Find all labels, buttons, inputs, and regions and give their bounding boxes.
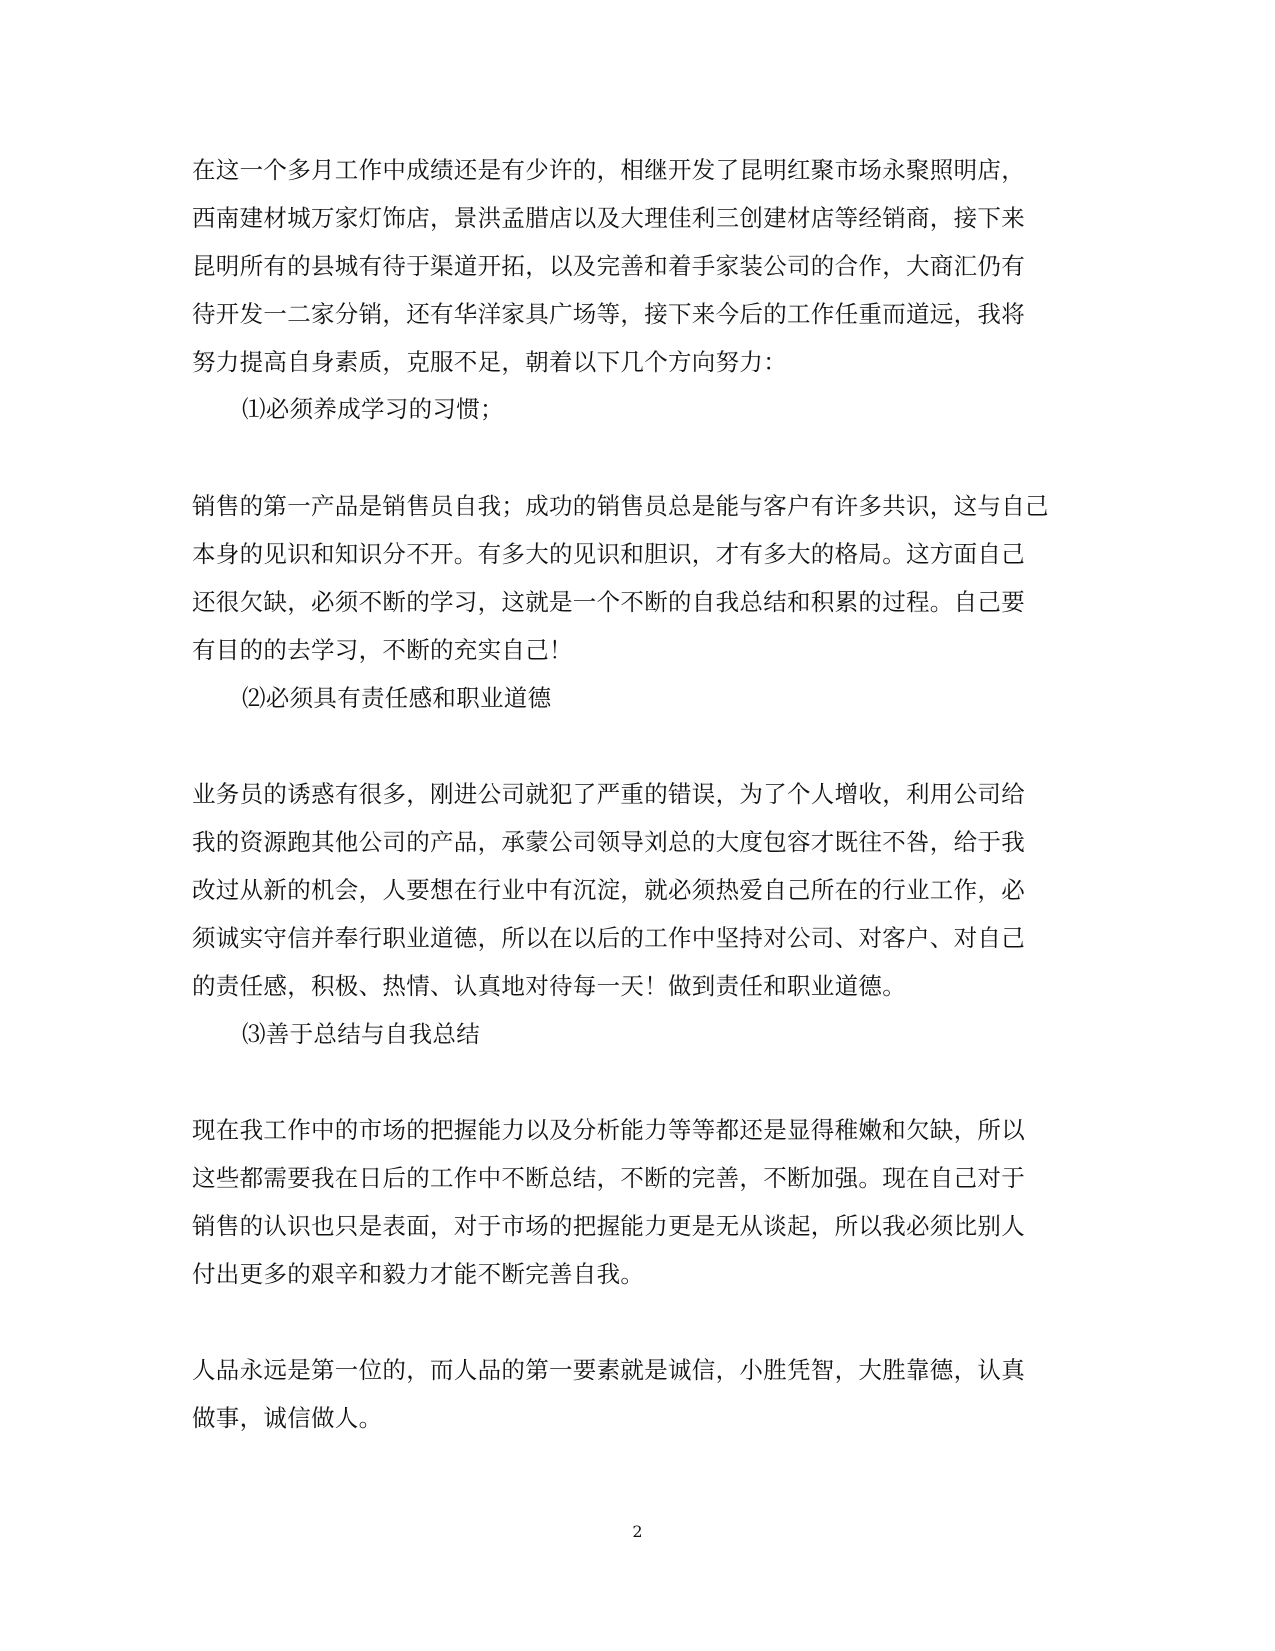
item-2-heading: ⑵必须具有责任感和职业道德 bbox=[242, 684, 552, 712]
paragraph-2-line-3: 还很欠缺，必须不断的学习，这就是一个不断的自我总结和积累的过程。自己要 bbox=[192, 588, 1025, 616]
paragraph-4-line-3: 销售的认识也只是表面，对于市场的把握能力更是无从谈起，所以我必须比别人 bbox=[192, 1212, 1025, 1240]
paragraph-3-line-1: 业务员的诱惑有很多，刚进公司就犯了严重的错误，为了个人增收，利用公司给 bbox=[192, 780, 1025, 808]
paragraph-3-line-4: 须诚实守信并奉行职业道德，所以在以后的工作中坚持对公司、对客户、对自己 bbox=[192, 924, 1025, 952]
paragraph-5-line-2: 做事，诚信做人。 bbox=[192, 1404, 383, 1432]
item-3-heading: ⑶善于总结与自我总结 bbox=[242, 1020, 480, 1048]
paragraph-1-line-3: 昆明所有的县城有待于渠道开拓，以及完善和着手家装公司的合作，大商汇仍有 bbox=[192, 252, 1025, 280]
paragraph-1-line-1: 在这一个多月工作中成绩还是有少许的，相继开发了昆明红聚市场永聚照明店， bbox=[192, 156, 1025, 184]
paragraph-3-line-5: 的责任感，积极、热情、认真地对待每一天！做到责任和职业道德。 bbox=[192, 972, 906, 1000]
paragraph-3-line-2: 我的资源跑其他公司的产品，承蒙公司领导刘总的大度包容才既往不咎，给于我 bbox=[192, 828, 1025, 856]
paragraph-1-line-4: 待开发一二家分销，还有华洋家具广场等，接下来今后的工作任重而道远，我将 bbox=[192, 300, 1025, 328]
item-1-heading: ⑴必须养成学习的习惯； bbox=[242, 395, 504, 423]
paragraph-2-line-1: 销售的第一产品是销售员自我；成功的销售员总是能与客户有许多共识，这与自己 bbox=[192, 492, 1049, 520]
paragraph-2-line-2: 本身的见识和知识分不开。有多大的见识和胆识，才有多大的格局。这方面自己 bbox=[192, 540, 1025, 568]
paragraph-5-line-1: 人品永远是第一位的，而人品的第一要素就是诚信，小胜凭智，大胜靠德，认真 bbox=[192, 1356, 1025, 1384]
paragraph-2-line-4: 有目的的去学习，不断的充实自己！ bbox=[192, 636, 573, 664]
paragraph-4-line-4: 付出更多的艰辛和毅力才能不断完善自我。 bbox=[192, 1260, 645, 1288]
paragraph-4-line-1: 现在我工作中的市场的把握能力以及分析能力等等都还是显得稚嫩和欠缺，所以 bbox=[192, 1116, 1025, 1144]
paragraph-4-line-2: 这些都需要我在日后的工作中不断总结，不断的完善，不断加强。现在自己对于 bbox=[192, 1164, 1025, 1192]
paragraph-3-line-3: 改过从新的机会，人要想在行业中有沉淀，就必须热爱自己所在的行业工作，必 bbox=[192, 876, 1025, 904]
page-number: 2 bbox=[632, 1522, 643, 1541]
paragraph-1-line-2: 西南建材城万家灯饰店，景洪孟腊店以及大理佳利三创建材店等经销商，接下来 bbox=[192, 204, 1025, 232]
paragraph-1-line-5: 努力提高自身素质，克服不足，朝着以下几个方向努力： bbox=[192, 348, 787, 376]
